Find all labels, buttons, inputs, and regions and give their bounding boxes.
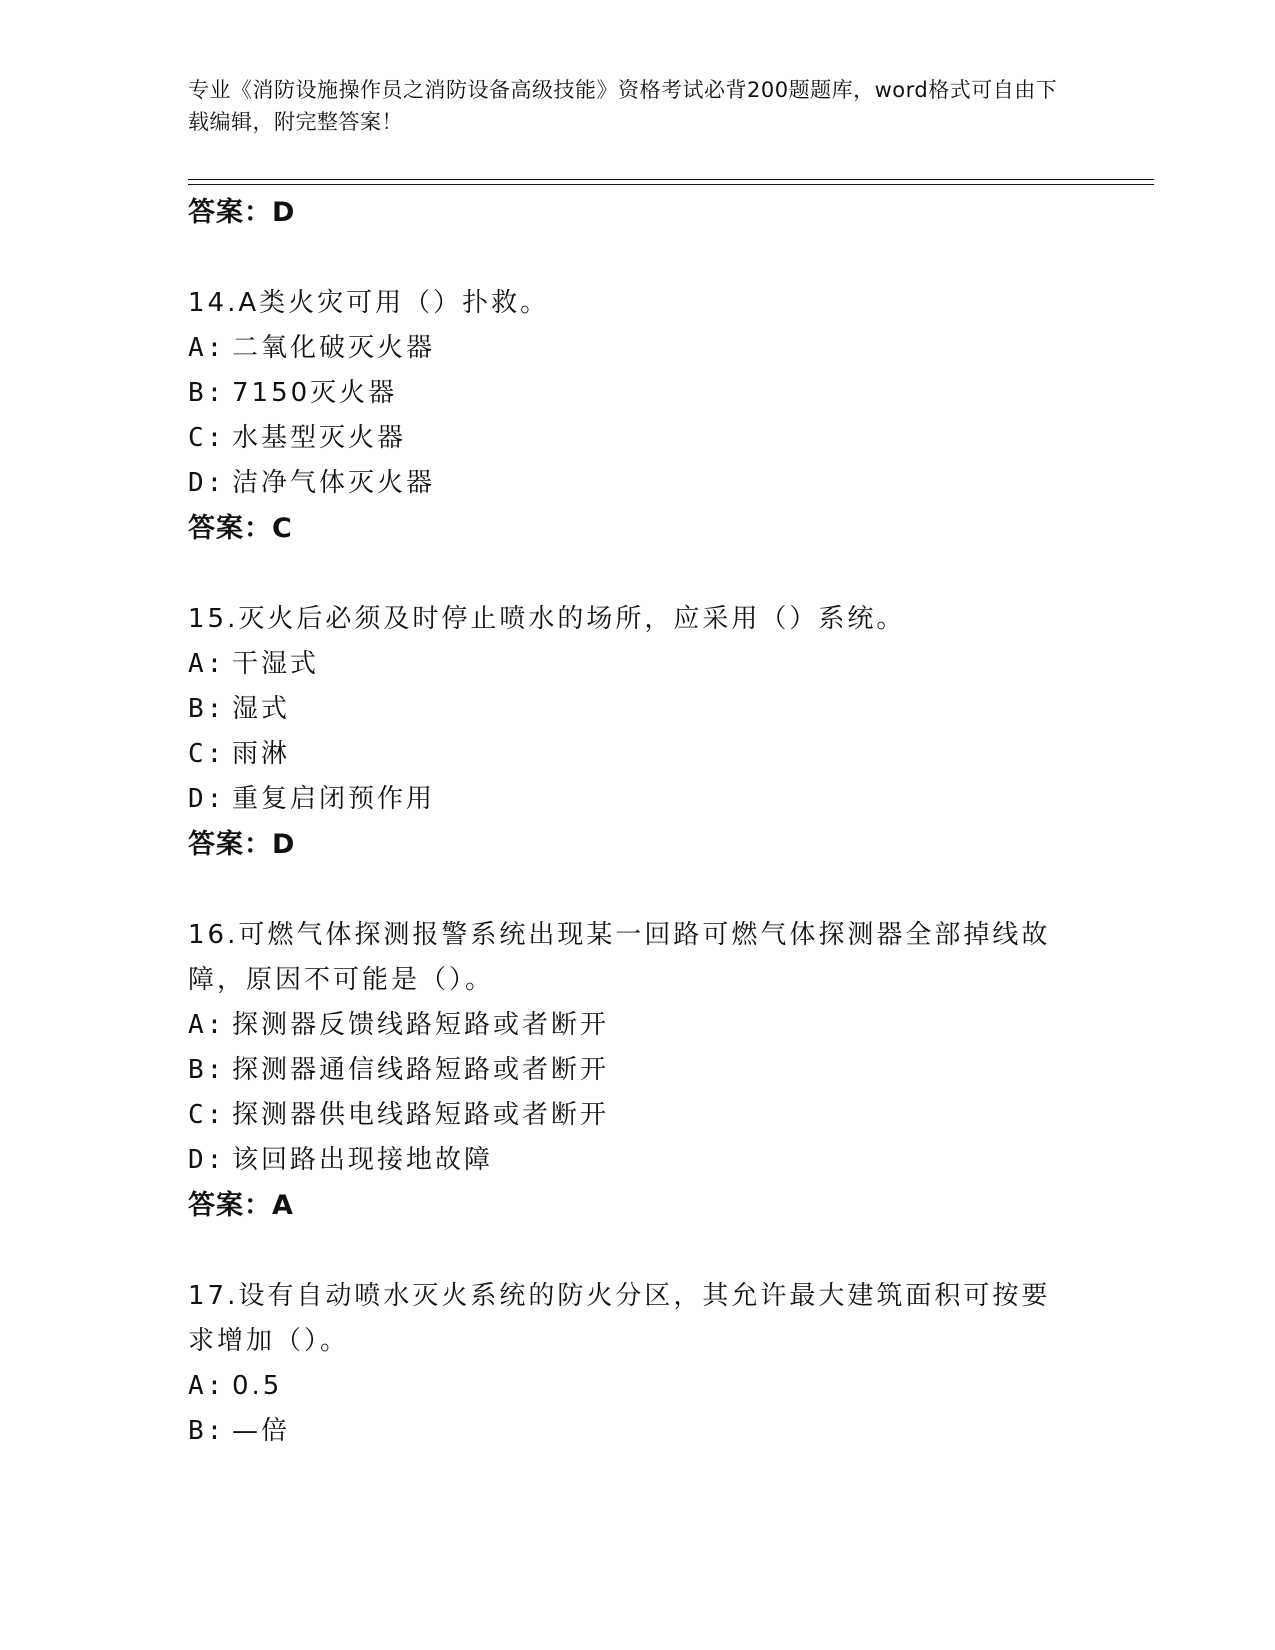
option-label: A: <box>188 1010 226 1040</box>
answer-line: 答案：D <box>188 197 296 228</box>
option-label: D: <box>188 1145 226 1175</box>
option-label: C: <box>188 739 226 769</box>
question-text: 16.可燃气体探测报警系统出现某一回路可燃气体探测器全部掉线故障，原因不可能是（）。 <box>188 920 1051 995</box>
option-text: 二氧化破灭火器 <box>232 333 436 363</box>
document-body <box>188 190 1088 1454</box>
option-text: 重复启闭预作用 <box>232 784 436 814</box>
option-label: D: <box>188 784 226 814</box>
question-text: 14.A类火灾可用（）扑救。 <box>188 288 550 318</box>
option-line <box>188 1138 1088 1183</box>
option-line <box>188 1409 1088 1454</box>
option-text: 湿式 <box>232 694 291 724</box>
option-line <box>188 416 1088 461</box>
option-text: 水基型灭火器 <box>232 423 407 453</box>
question-text: 17.设有自动喷水灭火系统的防火分区，其允许最大建筑面积可按要求增加（）。 <box>188 1281 1051 1356</box>
option-label: C: <box>188 1100 226 1130</box>
answer-line: 答案：C <box>188 513 293 544</box>
option-line <box>188 1093 1088 1138</box>
option-line <box>188 1364 1088 1409</box>
option-text: 洁净气体灭火器 <box>232 468 436 498</box>
spacer <box>188 235 1088 281</box>
option-label: A: <box>188 649 226 679</box>
option-label: B: <box>188 1416 226 1446</box>
option-line <box>188 732 1088 777</box>
option-label: A: <box>188 333 226 363</box>
spacer <box>188 551 1088 597</box>
option-label: B: <box>188 694 226 724</box>
spacer <box>188 867 1088 913</box>
option-label: A: <box>188 1371 226 1401</box>
option-label: C: <box>188 423 226 453</box>
option-line <box>188 1048 1088 1093</box>
spacer <box>188 1228 1088 1274</box>
option-text: 0.5 <box>232 1371 283 1401</box>
document-header: 专业《消防设施操作员之消防设备高级技能》资格考试必背200题题库，word格式可自由下载编辑，附完整答案！ <box>188 78 1058 134</box>
option-text: 雨淋 <box>232 739 291 769</box>
option-line <box>188 1003 1088 1048</box>
question-text: 15.灭火后必须及时停止喷水的场所，应采用（）系统。 <box>188 604 906 634</box>
option-line <box>188 777 1088 822</box>
answer-line: 答案：A <box>188 1190 294 1221</box>
option-line <box>188 687 1088 732</box>
option-label: B: <box>188 378 226 408</box>
option-label: B: <box>188 1055 226 1085</box>
option-text: 探测器供电线路短路或者断开 <box>232 1100 610 1130</box>
option-text: 探测器通信线路短路或者断开 <box>232 1055 610 1085</box>
option-line <box>188 642 1088 687</box>
option-text: 7150灭火器 <box>232 378 398 408</box>
header-rule-bottom <box>188 184 1154 185</box>
option-line <box>188 371 1088 416</box>
option-text: —倍 <box>232 1416 291 1446</box>
answer-line: 答案：D <box>188 829 296 860</box>
option-line <box>188 326 1088 371</box>
option-text: 干湿式 <box>232 649 320 679</box>
option-line <box>188 461 1088 506</box>
header-rule-top <box>188 179 1154 180</box>
option-label: D: <box>188 468 226 498</box>
option-text: 探测器反馈线路短路或者断开 <box>232 1010 610 1040</box>
option-text: 该回路出现接地故障 <box>232 1145 494 1175</box>
